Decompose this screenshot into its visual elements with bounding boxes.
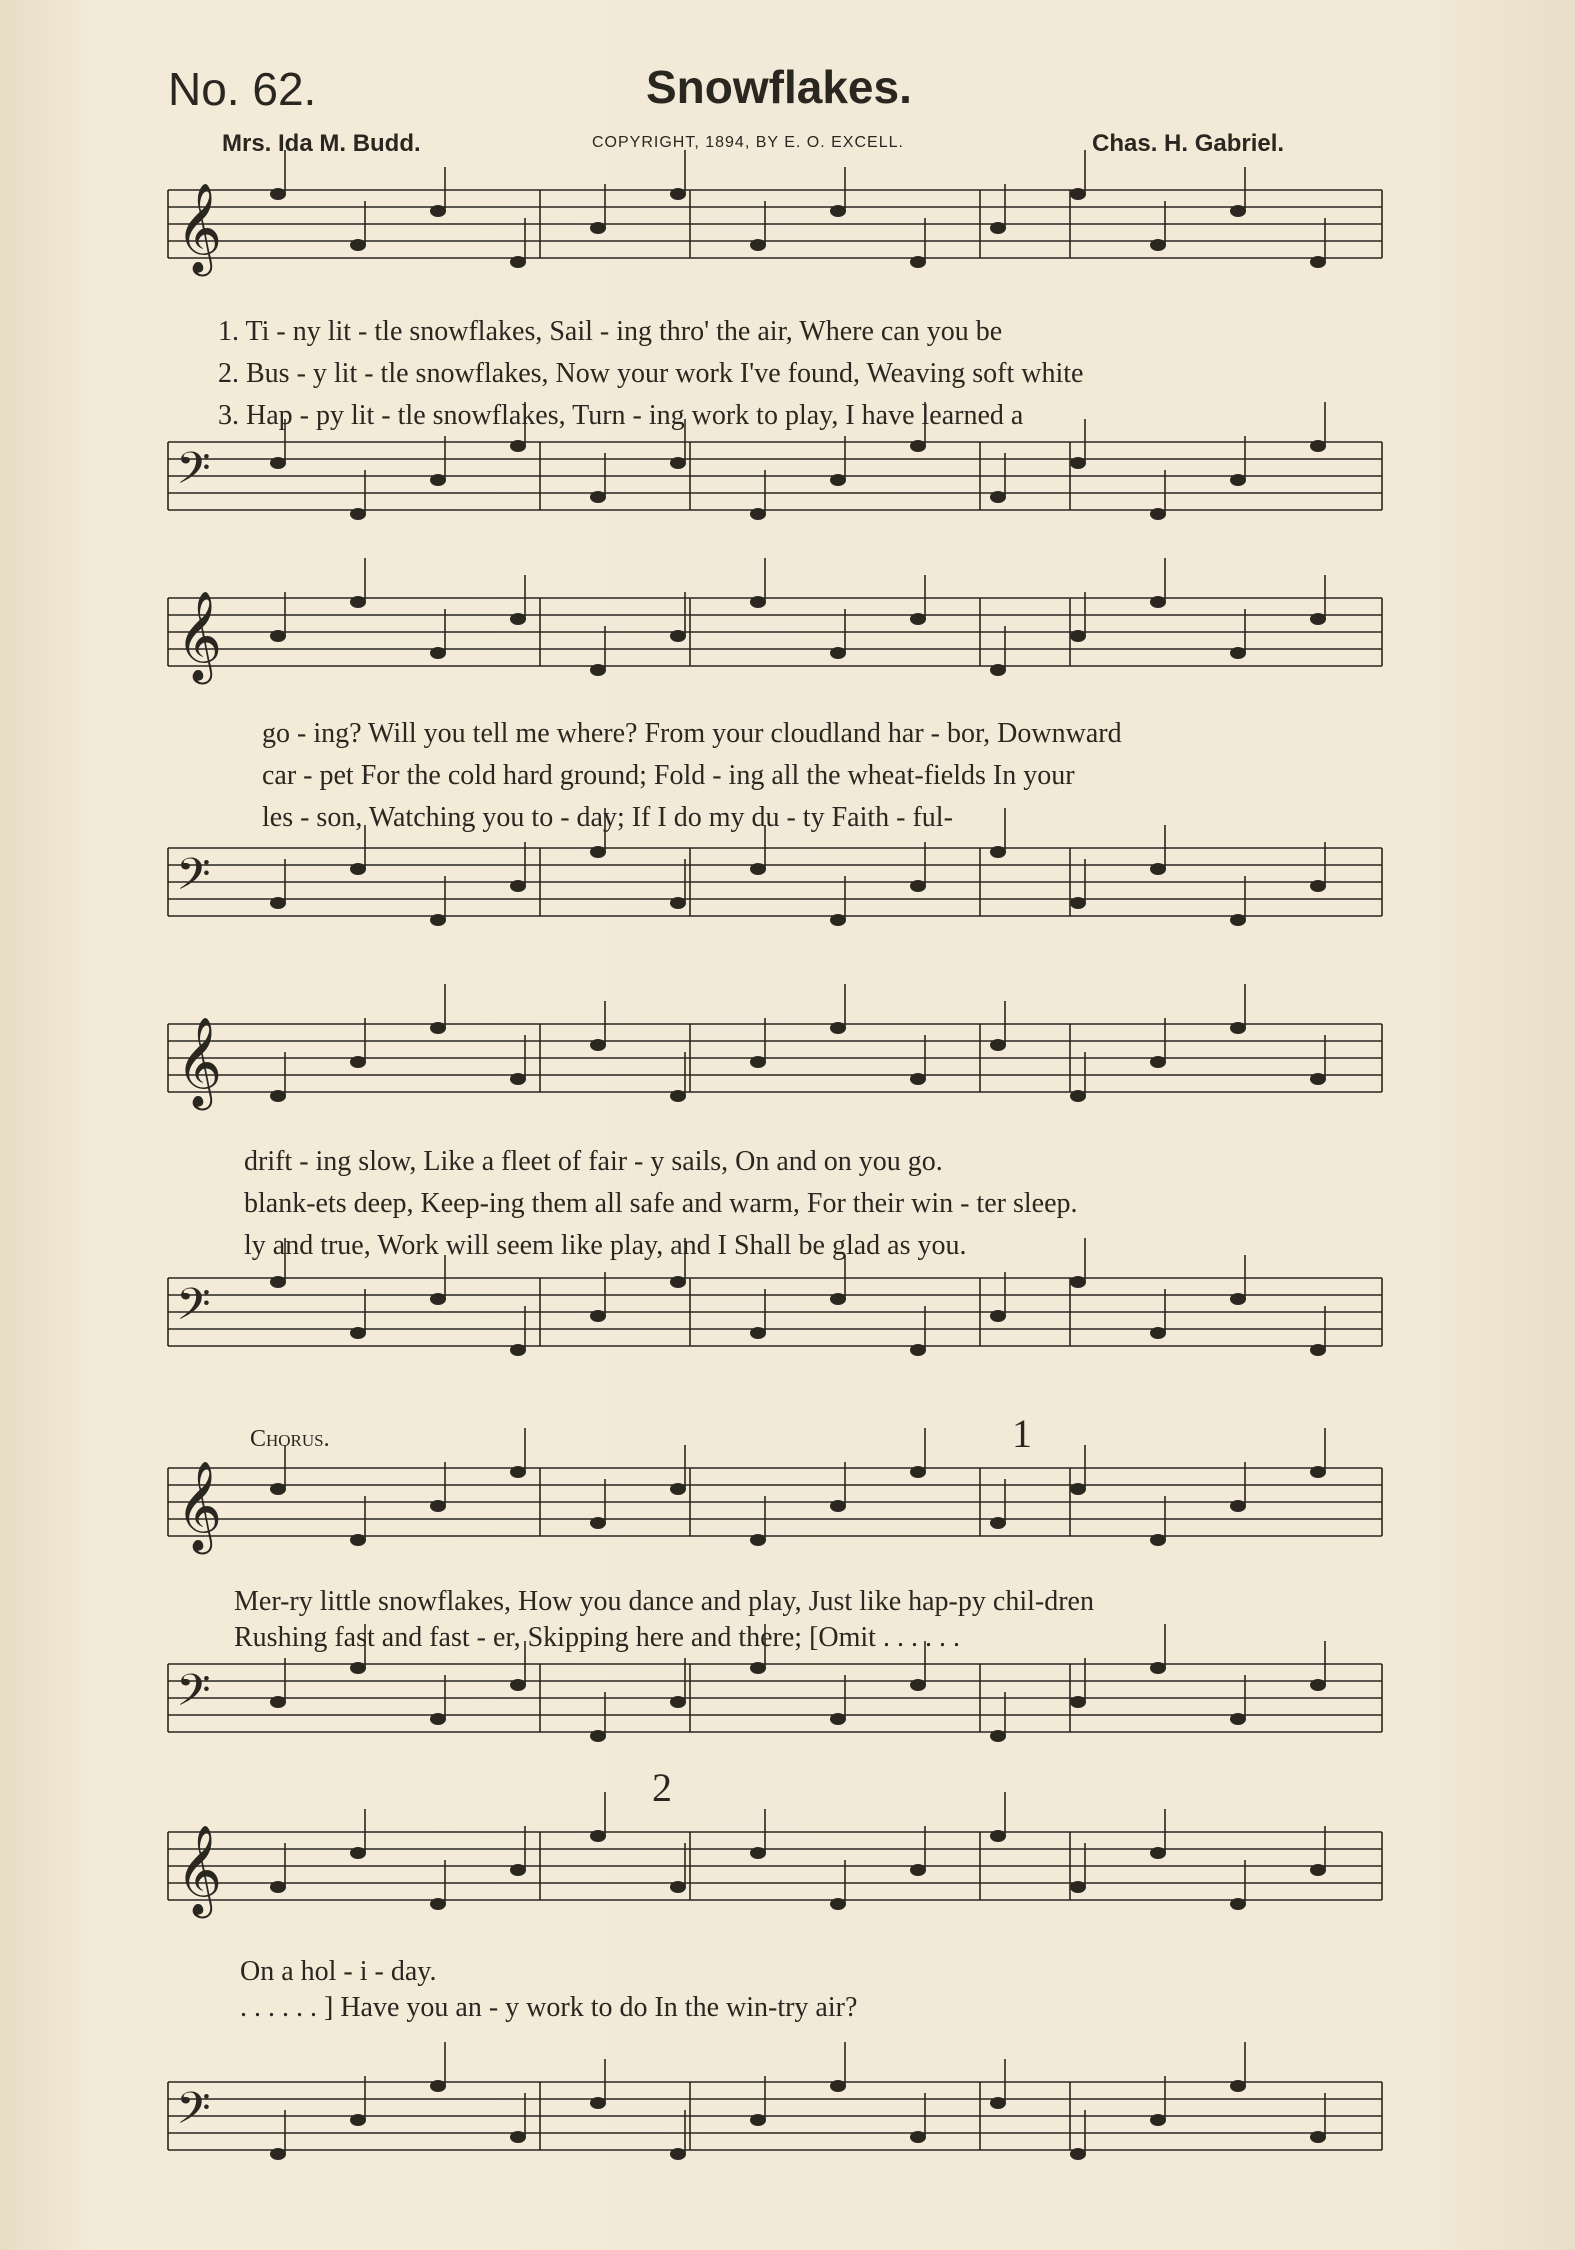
note-head [1070,897,1086,909]
verse2-line2: car - pet For the cold hard ground; Fold - ing all the wheat-fields In your [262,760,1075,791]
note-head [1150,1327,1166,1339]
note-head [350,239,366,251]
note-head [670,457,686,469]
chorus-line2b: . . . . . . ] Have you an - y work to do In the win-try air? [240,1992,858,2023]
verse3-line1: 3. Hap - py lit - tle snowflakes, Turn - ing work to play, I have learned a [218,400,1024,431]
note-head [830,2080,846,2092]
note-head [510,440,526,452]
note-head [830,205,846,217]
note-head [910,1679,926,1691]
treble-clef: 𝄞 [176,1461,223,1551]
note-head [910,1073,926,1085]
chorus-label: Chorus. [250,1426,330,1452]
note-head [1070,1483,1086,1495]
note-head [670,1483,686,1495]
lyricist: Mrs. Ida M. Budd. [222,130,421,157]
verse1-line3: drift - ing slow, Like a fleet of fair - y sails, On and on you go. [244,1146,943,1177]
bass-clef: 𝄢 [176,1664,211,1727]
note-head [1150,863,1166,875]
hymn-number: No. 62. [168,63,317,115]
note-head [270,1881,286,1893]
note-head [430,474,446,486]
note-head [270,897,286,909]
note-head [910,1864,926,1876]
note-head [430,1500,446,1512]
note-head [750,239,766,251]
note-head [430,1713,446,1725]
note-head [1150,508,1166,520]
note-head [1310,1466,1326,1478]
note-head [1150,2114,1166,2126]
note-head [670,188,686,200]
note-head [590,1310,606,1322]
second-ending-mark: 2 [652,1765,672,1810]
treble-clef: 𝄞 [176,591,223,681]
bass-clef: 𝄢 [176,848,211,911]
clef-symbols [176,183,222,2145]
note-head [270,188,286,200]
note-head [990,846,1006,858]
note-head [670,1696,686,1708]
note-head [350,1847,366,1859]
note-head [750,1056,766,1068]
note-head [910,440,926,452]
note-head [1150,1056,1166,1068]
note-head [350,1534,366,1546]
note-head [750,596,766,608]
bass-clef: 𝄢 [176,2082,211,2145]
note-head [350,1327,366,1339]
note-head [590,1730,606,1742]
note-head [750,2114,766,2126]
note-head [430,1022,446,1034]
note-head [1230,205,1246,217]
note-head [1070,1276,1086,1288]
note-head [430,205,446,217]
note-head [1310,1344,1326,1356]
bass-clef: 𝄢 [176,442,211,505]
note-head [270,2148,286,2160]
chorus-line1b: Rushing fast and fast - er, Skipping here and there; [Omit . . . . . . [234,1622,960,1653]
note-head [670,1881,686,1893]
note-head [750,863,766,875]
note-head [830,474,846,486]
note-head [1230,1022,1246,1034]
note-head [1230,914,1246,926]
note-head [510,256,526,268]
note-head [1070,630,1086,642]
note-head [990,1730,1006,1742]
note-head [910,880,926,892]
verse3-line3: ly and true, Work will seem like play, and I Shall be glad as you. [244,1230,967,1261]
note-head [990,664,1006,676]
note-head [1310,1679,1326,1691]
note-head [510,1679,526,1691]
note-head [830,1713,846,1725]
note-head [1230,1500,1246,1512]
note-head [270,1483,286,1495]
note-head [830,914,846,926]
note-head [910,1344,926,1356]
treble-clef: 𝄞 [176,1017,223,1107]
note-head [830,1500,846,1512]
verse2-line3: blank-ets deep, Keep-ing them all safe and warm, For their win - ter sleep. [244,1188,1078,1219]
note-head [1150,596,1166,608]
note-head [1230,474,1246,486]
note-head [510,880,526,892]
note-head [350,508,366,520]
note-head [350,1662,366,1674]
note-head [910,256,926,268]
verse1-line2: go - ing? Will you tell me where? From your cloudland har - bor, Downward [262,718,1122,749]
note-head [910,1466,926,1478]
note-head [670,897,686,909]
note-head [590,491,606,503]
note-head [1150,1534,1166,1546]
note-head [350,596,366,608]
note-head [1230,647,1246,659]
note-head [990,1517,1006,1529]
note-head [1070,2148,1086,2160]
note-head [910,2131,926,2143]
note-head [670,2148,686,2160]
note-head [510,1344,526,1356]
note-head [510,613,526,625]
treble-clef: 𝄞 [176,183,223,273]
note-head [590,222,606,234]
note-head [510,1466,526,1478]
note-head [990,2097,1006,2109]
note-head [430,2080,446,2092]
note-head [350,2114,366,2126]
note-head [590,1039,606,1051]
note-head [270,1276,286,1288]
note-head [1150,239,1166,251]
note-head [510,1073,526,1085]
note-head [990,491,1006,503]
note-head [1230,1713,1246,1725]
note-head [1310,2131,1326,2143]
note-head [670,630,686,642]
note-head [350,863,366,875]
note-head [1150,1847,1166,1859]
note-head [670,1090,686,1102]
note-head [750,1327,766,1339]
chorus-line1a: Mer-ry little snowflakes, How you dance and play, Just like hap-py chil-dren [234,1586,1094,1617]
note-head [270,1090,286,1102]
note-head [990,1830,1006,1842]
note-head [430,914,446,926]
note-head [510,1864,526,1876]
note-head [1230,2080,1246,2092]
note-head [1230,1293,1246,1305]
note-head [830,1898,846,1910]
note-head [270,630,286,642]
note-head [670,1276,686,1288]
note-head [590,1517,606,1529]
note-head [590,846,606,858]
note-head [1310,440,1326,452]
note-head [590,2097,606,2109]
note-head [1310,1864,1326,1876]
note-head [270,1696,286,1708]
note-head [910,613,926,625]
hymn-title: Snowflakes. [646,61,912,113]
note-head [1150,1662,1166,1674]
verse2-line1: 2. Bus - y lit - tle snowflakes, Now your work I've found, Weaving soft white [218,358,1084,389]
note-head [1230,1898,1246,1910]
note-head [1310,880,1326,892]
note-head [1070,457,1086,469]
note-head [430,1898,446,1910]
verse1-line1: 1. Ti - ny lit - tle snowflakes, Sail - ing thro' the air, Where can you be [218,316,1003,347]
note-head [270,457,286,469]
note-head [750,1847,766,1859]
note-head [1310,613,1326,625]
note-head [430,1293,446,1305]
note-head [510,2131,526,2143]
note-head [750,1662,766,1674]
chorus-line2a: On a hol - i - day. [240,1956,437,1987]
note-head [830,1022,846,1034]
note-head [990,222,1006,234]
composer: Chas. H. Gabriel. [1092,130,1285,157]
note-head [990,1039,1006,1051]
note-head [590,664,606,676]
note-head [750,508,766,520]
note-head [830,1293,846,1305]
treble-clef: 𝄞 [176,1825,223,1915]
bass-clef: 𝄢 [176,1278,211,1341]
first-ending-mark: 1 [1012,1411,1032,1456]
note-head [430,647,446,659]
note-head [590,1830,606,1842]
note-head [830,647,846,659]
note-head [990,1310,1006,1322]
copyright-notice: COPYRIGHT, 1894, BY E. O. EXCELL. [592,134,904,151]
note-head [350,1056,366,1068]
note-head [1070,188,1086,200]
note-head [1070,1881,1086,1893]
verse3-line2: les - son, Watching you to - day; If I do my du - ty Faith - ful- [262,802,953,833]
note-head [1310,256,1326,268]
note-head [1070,1696,1086,1708]
note-head [1070,1090,1086,1102]
note-head [750,1534,766,1546]
note-head [1310,1073,1326,1085]
